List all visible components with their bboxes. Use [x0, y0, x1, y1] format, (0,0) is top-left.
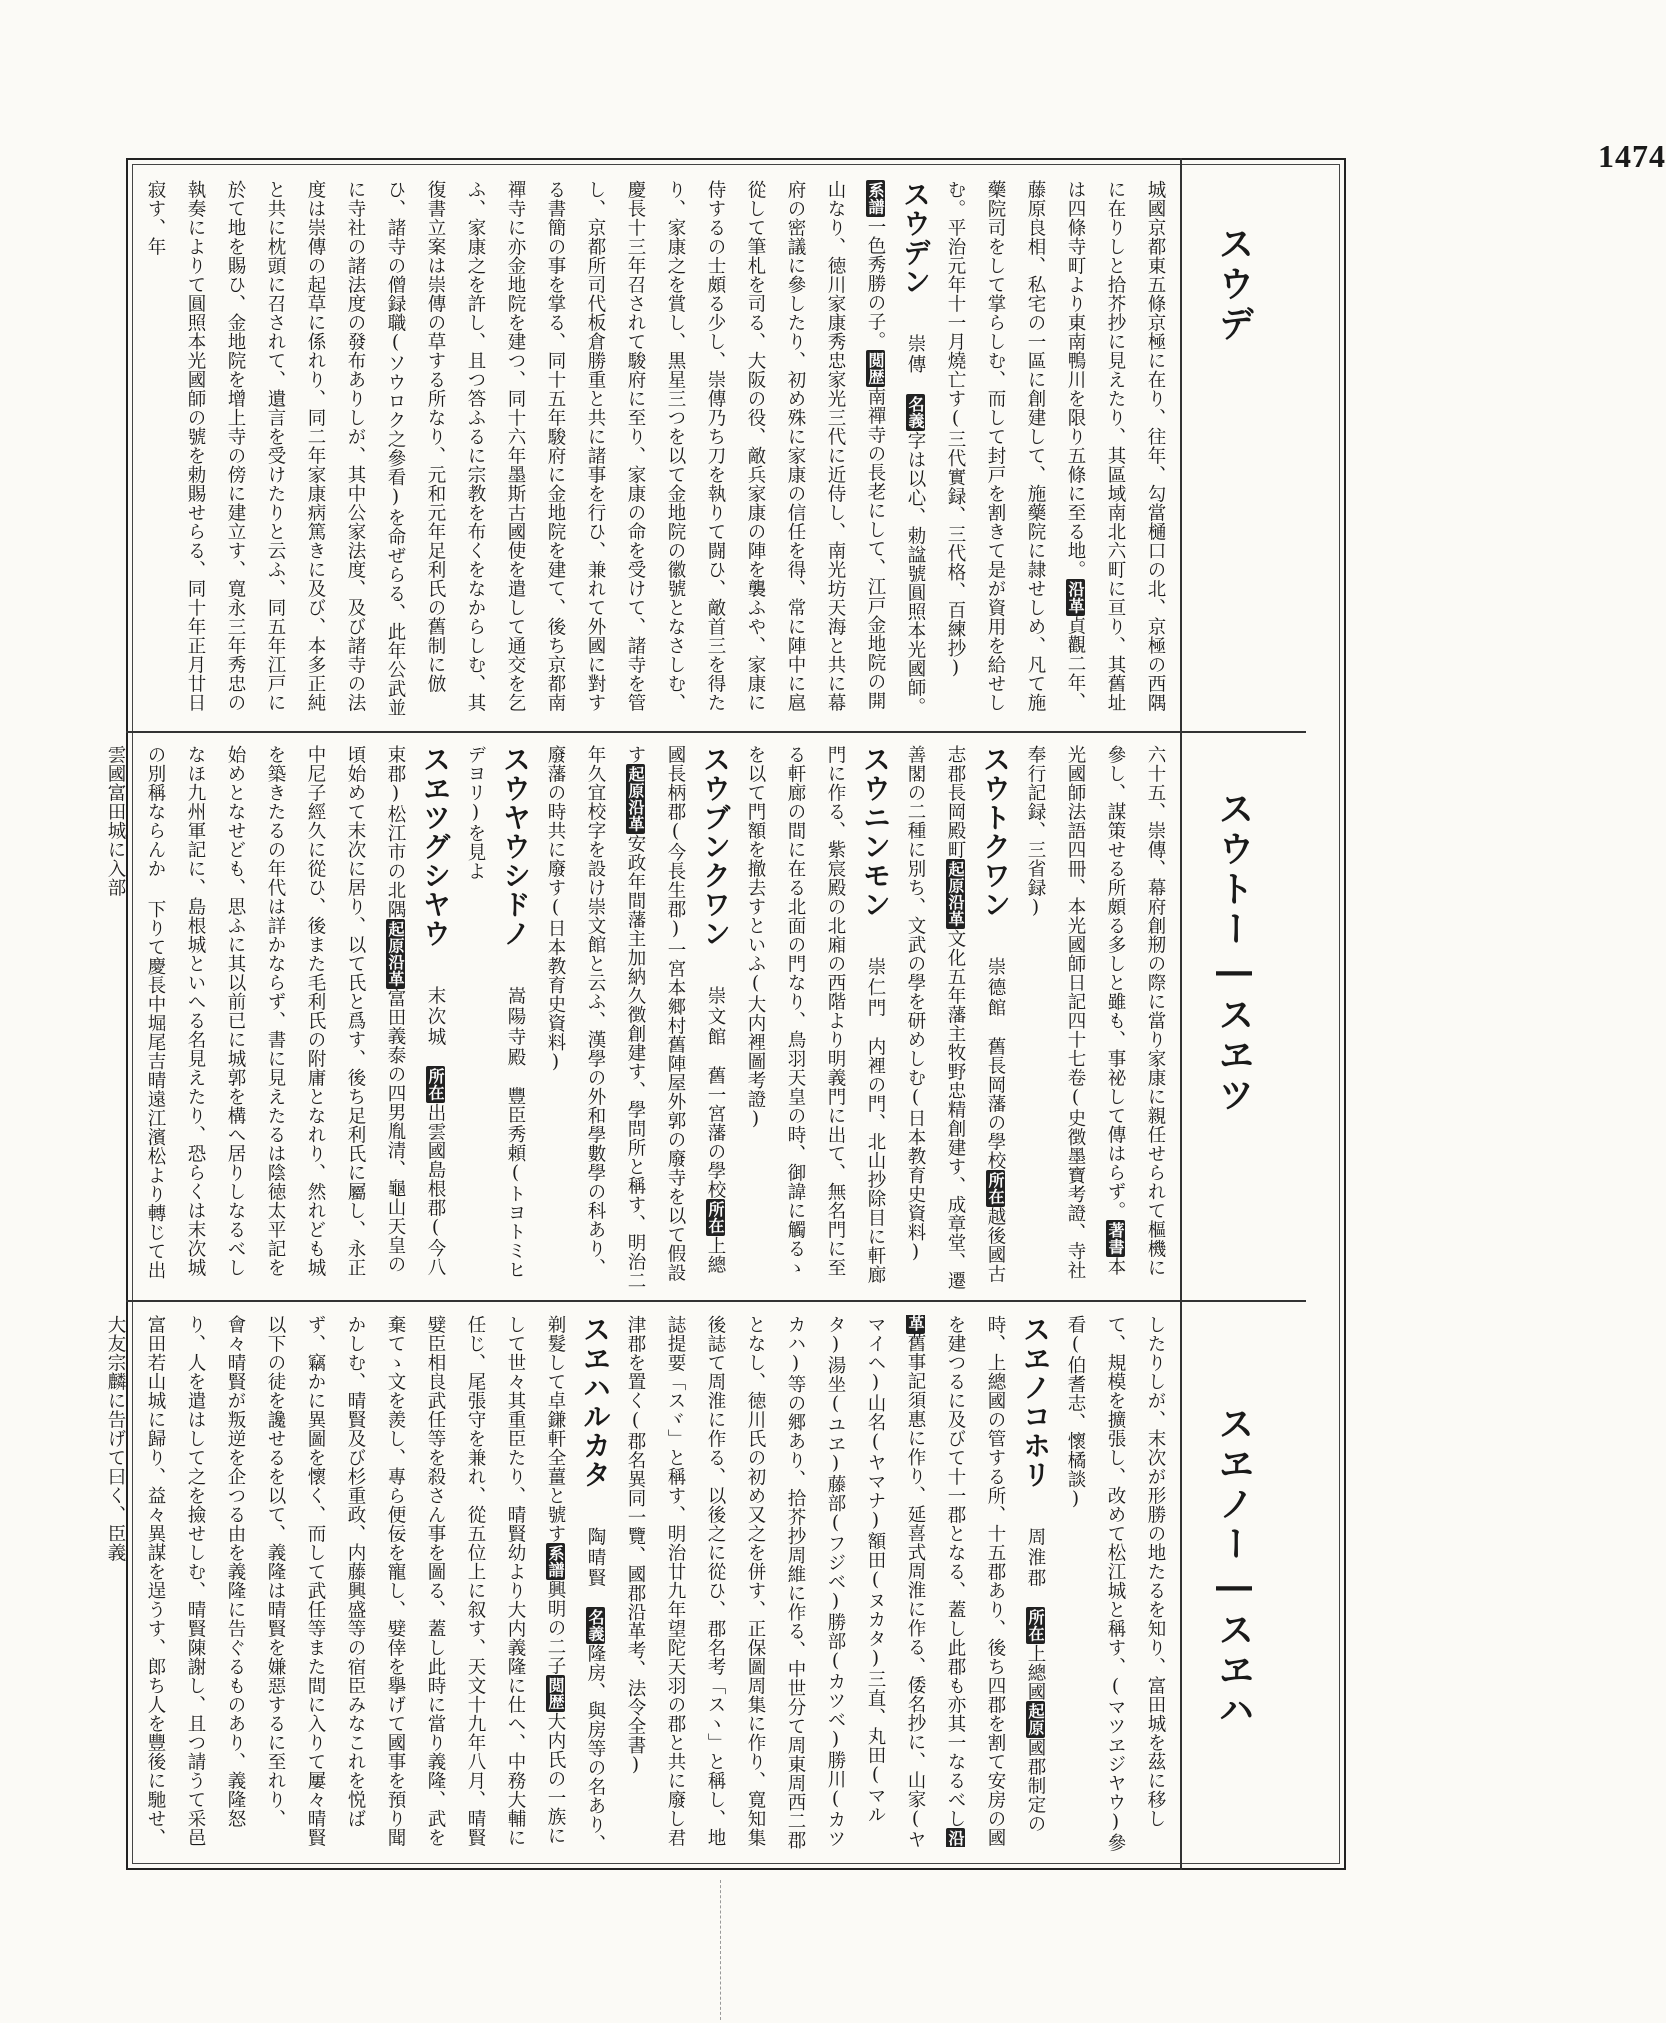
dictionary-entry [455, 745, 535, 1290]
column-head-2: スウトー―スヱツ [1213, 790, 1255, 1116]
text-band-2 [105, 745, 1175, 1290]
entry-kanji: 陶晴賢 [585, 1526, 606, 1588]
section-tag: 名義 [906, 395, 925, 429]
section-tag: 起原沿革 [626, 766, 645, 832]
entry-body: 舊長岡藩の學校所在越後國古志郡長岡殿町起原沿革文化五年藩主牧野忠精創建す、成章堂、遷善閣の二種に別ち、文武の學を研めしむ(日本教育史資料) [905, 745, 1006, 1290]
section-tag: 系譜 [866, 182, 885, 215]
dictionary-entry [615, 1315, 1055, 1860]
section-tag: 所在 [986, 1172, 1005, 1205]
dictionary-entry [895, 745, 1015, 1290]
entry-kanji: 崇仁門 [865, 956, 886, 1018]
entry-kanji: 崇文館 [705, 985, 726, 1047]
header-gutter-line [1180, 158, 1182, 1870]
entry-kanji: 周淮郡 [1025, 1526, 1046, 1588]
entry-kanji: 崇傳 [905, 333, 926, 375]
entry-body: 六十五、崇傳、幕府創剏の際に當り家康に親任せられて樞機に參し、謀策せる所頗る多しと雖も、事祕して傳はらず。著書本光國師法語四冊、本光國師日記四十七卷(史徴墨寶考證、寺社奉行記録、三省録) [1025, 745, 1166, 1280]
section-tag: 名義 [586, 1609, 605, 1642]
entry-body: 内裡の門、北山抄除目に軒廊門に作る、紫宸殿の北廂の西階より明義門に出て、無名門に至る軒廊の間に在る北面の門なり、鳥羽天皇の時、御諱に觸るゝを以て門額を撤去すといふ(大内裡圖考證) [745, 745, 886, 1284]
section-tag: 所在 [706, 1201, 725, 1234]
section-tag: 沿革 [1066, 581, 1085, 614]
dictionary-entry [95, 1315, 615, 1860]
section-tag: 閲歴 [546, 1677, 565, 1710]
entry-headword: スヱツグシヤウ [419, 745, 452, 948]
dictionary-entry [535, 745, 735, 1290]
section-tag: 起原 [1026, 1703, 1045, 1736]
column-head-3: スヱノー―スヱハ [1213, 1405, 1255, 1731]
entry-headword: スウニンモン [859, 745, 892, 919]
entry-headword: スウトクワン [979, 745, 1012, 919]
text-band-1 [135, 180, 1175, 720]
section-tag: 起原沿革 [386, 920, 405, 987]
entry-headword: スウブンクワン [699, 745, 732, 948]
entry-body: 豐臣秀頼(トヨトミヒデヨリ)を見よ [465, 745, 526, 1279]
entry-headword: スヱノコホリ [1019, 1315, 1052, 1489]
entry-kanji: 嵩陽寺殿 [505, 985, 526, 1068]
entry-body: 城國京都東五條京極に在り、往年、勾當樋口の北、京極の西隅に在りしと拾芥抄に見えたり、其區域南北六町に亘り、其舊址は四條寺町より東南鴨川を限り五條に至る地。沿革貞觀二年、藤原良相、私宅の一區に創建して、施藥院に隷せしめ、凡て施藥院司をして掌らしむ、而して封戸を割きて是が資用を給せしむ。平治元年十一月燒亡す(三代實録、三代格、百練抄) [945, 180, 1166, 712]
entry-kanji: 崇德館 [985, 956, 1006, 1018]
entry-continuation [935, 180, 1175, 720]
section-tag: 閲歴 [866, 352, 885, 385]
dictionary-entry [95, 745, 455, 1290]
entry-headword: スウデン [899, 180, 932, 296]
entry-headword: スウヤウシドノ [499, 745, 532, 948]
section-tag: 所在 [1026, 1609, 1045, 1642]
band-divider-2 [126, 1300, 1306, 1302]
entry-continuation [1055, 1315, 1175, 1860]
scan-fold-line [720, 1880, 721, 2020]
entry-body: 名義隆房、與房等の名あり、剃髮して卓鎌軒全薑と號す系譜興明の二子閲歴大内氏の一族にして世々其重臣たり、晴賢幼より大内義隆に仕へ、中務大輔に任じ、尾張守を兼れ、從五位上に叙す、天文十九年八月、晴賢嬖臣相良武任等を殺さん事を圖る、蓋し此時に當り義隆、武を棄てゝ文を羨し、專ら便佞を寵し、嬖倖を擧げて國事を預り聞かしむ、晴賢及び杉重政、内藤興盛等の宿臣みなこれを悦ばず、竊かに異圖を懷く、而して武任等また間に入りて屢々晴賢以下の徒を讒せるを以て、義隆は晴賢を嫌惡するに至れり、會々晴賢が叛逆を企つる由を義隆に告ぐるものあり、義隆怒り、人を遣はして之を撿せしむ、晴賢陳謝し、且つ請うて采邑富田若山城に歸り、益々異謀を逞うす、郎ち人を豐後に馳せ、大友宗麟に告げて曰く、臣義 [105, 1315, 606, 1853]
band-divider-1 [126, 731, 1306, 733]
entry-body: 所在出雲國島根郡(今八束郡)松江市の北隅起原沿革富田義泰の四男胤清、龜山天皇の頃始めて末次に居り、以て氏と爲す、後ち足利氏に屬し、永正中尼子經久に從ひ、後また毛利氏の附庸となれり、然れども城を築きたるの年代は詳かならず、書に見えたるは陰徳太平記を始めとなせども、思ふに其以前已に城郭を構へ居りしなるべしなほ九州軍記に、島根城といへる名見えたり、恐らくは末次城の別稱ならんか 下りて慶長中堀尾吉晴遠江濱松より轉じて出雲國富田城に入部 [105, 745, 446, 1280]
section-tag: 沿革 [906, 1315, 965, 1847]
text-band-3 [105, 1315, 1175, 1860]
page-number: 1474 [1598, 138, 1666, 174]
section-tag: 所在 [426, 1068, 445, 1101]
entry-headword: スヱハルカタ [579, 1315, 612, 1489]
entry-continuation [1015, 745, 1175, 1290]
column-head-1: スウデ [1213, 225, 1255, 345]
entry-body: したりしが、末次が形勝の地たるを知り、富田城を茲に移して、規模を擴張し、改めて松江城と稱す、(マツヱジヤウ)參看(伯耆志、懷橘談) [1065, 1315, 1166, 1852]
section-tag: 著書 [1106, 1222, 1125, 1255]
dictionary-entry [135, 180, 935, 720]
entry-body: 名義字は以心、勅諡號圓照本光國師。系譜一色秀勝の子。閲歴南禪寺の長老にして、江戸金地院の開山なり、徳川家康秀忠家光三代に近侍し、南光坊天海と共に幕府の密議に參したり、初め殊に家康の信任を得、常に陣中に扈從して筆札を司る、大阪の役、敵兵家康の陣を襲ふや、家康に侍するの士頗る少し、崇傳乃ち刀を執りて闘ひ、敵首三を得たり、家康之を賞し、黒星三つを以て金地院の徽號となさしむ、慶長十三年召されて駿府に至り、家康の命を受けて、諸寺を管し、京都所司代板倉勝重と共に諸事を行ひ、兼れて外國に對する書簡の事を掌る、同十五年駿府に金地院を建て、後ち京都南禪寺に亦金地院を建つ、同十六年墨斯古國使を遣して通交を乞ふ、家康之を許し、且つ答ふるに宗教を布くをなからしむ、其復書立案は崇傳の草する所なり、元和元年足利氏の舊制に倣ひ、諸寺の僧録職(ソウロク之參看)を命ぜらる、此年公武並に寺社の諸法度の發布ありしが、其中公家法度、及び諸寺の法度は崇傳の起草に係れり、同二年家康病篤きに及び、本多正純と共に枕頭に召されて、遺言を受けたりと云ふ、同五年江戸に於て地を賜ひ、金地院を增上寺の傍に建立す、寛永三年秀忠の執奏によりて圓照本光國師の號を勅賜せらる、同十年正月廿日寂す、年 [145, 180, 926, 717]
entry-body: 所在上總國起原國郡制定の時、上總國の管する所、十五郡あり、後ち四郡を割て安房の國を建つるに及びて十一郡となる、蓋し此郡も亦其一なるべし沿革舊事記須惠に作り、延喜式周淮に作る、倭名抄に、山家(ヤマイヘ)山名(ヤマナ)額田(ヌカタ)三直、丸田(マルタ)湯坐(ユヱ)藤部(フジベ)勝部(カツベ)勝川(カツカハ)等の郷あり、拾芥抄周維に作る、中世分て周東周西二郡となし、徳川氏の初め又之を併す、正保圖周集に作り、寛知集後誌て周淮に作る、以後之に從ひ、郡名考「スヽ」と稱し、地誌提要「スヾ」と稱す、明治廿九年望陀天羽の郡と共に廢し君津郡を置く(郡名異同一覽、國郡沿革考、法令全書) [625, 1315, 1046, 1850]
section-tag: 系譜 [546, 1545, 565, 1578]
entry-kanji: 末次城 [425, 985, 446, 1047]
entry-body: 舊一宮藩の學校所在上總國長柄郡(今長生郡)一宮本郷村舊陣屋外郭の廢寺を以て假設す起原沿革安政年間藩主加納久徴創建す、學問所と稱す、明治二年久宜校字を設け崇文館と云ふ、漢學の外和學數學の科あり、廢藩の時共に廢す(日本教育史資料) [545, 745, 726, 1290]
section-tag: 起原沿革 [946, 861, 965, 927]
dictionary-entry [735, 745, 895, 1290]
